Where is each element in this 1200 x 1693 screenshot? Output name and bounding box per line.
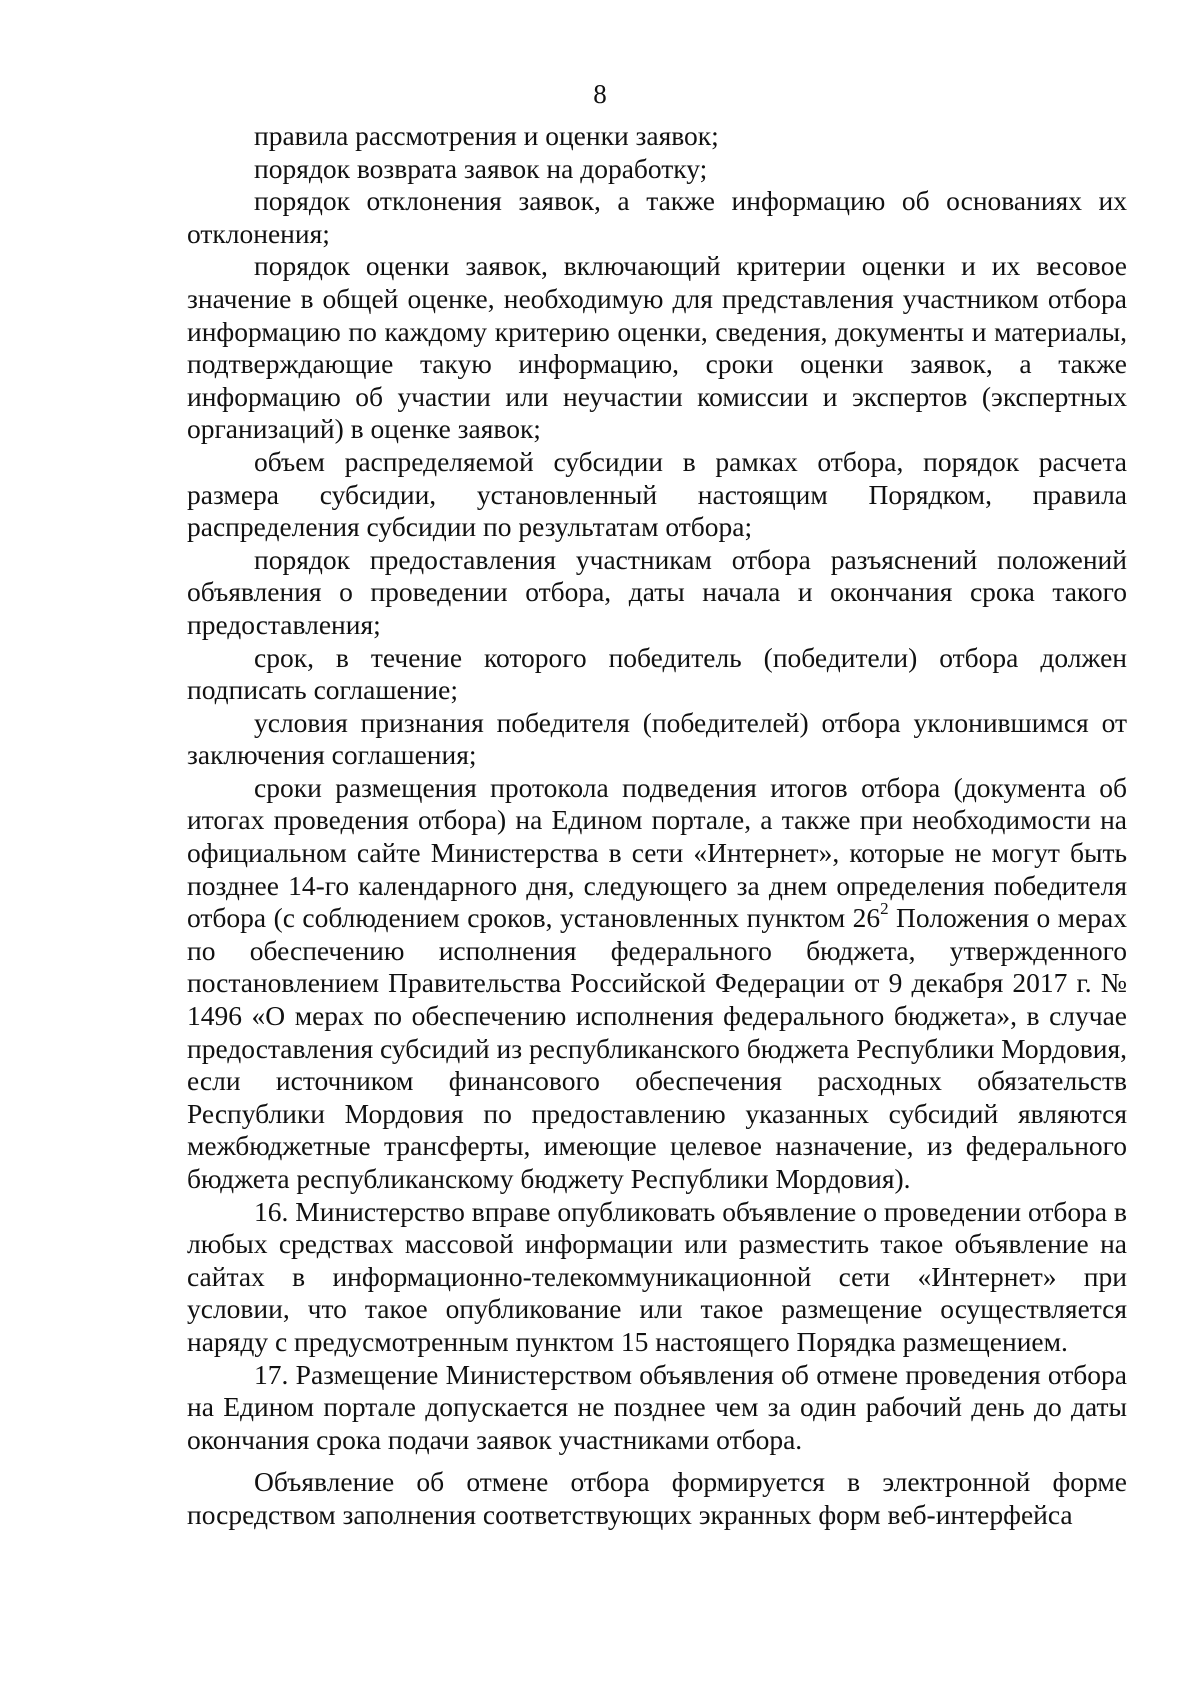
paragraph-evasion-conditions: условия признания победителя (победителей) отбора уклонившимся от заключения соглашения; — [187, 706, 1127, 771]
paragraph-protocol-deadlines — [187, 772, 1127, 1196]
paragraph-item-17: 17. Размещение Министерством объявления об отмене проведения отбора на Едином портале допускается не позднее чем за один рабочий день до даты окончания срока подачи заявок участниками отбора. — [187, 1358, 1127, 1455]
protocol-text-part-1: сроки размещения протокола подведения итогов отбора (документа об итогах проведения отбора) на Едином портале, а также при необходимости на официальном сайте Министерства в сети «Интернет», которые не могут быть позднее 14-го календарного дня, следующего за днем определения победителя отбора (с соблюдением сроков, установленных пунктом 26 — [187, 771, 1127, 934]
paragraph-item-16: 16. Министерство вправе опубликовать объявление о проведении отбора в любых средствах массовой информации или разместить такое объявление на сайтах в информационно-телекоммуникационной сети «Интернет» при условии, что такое опубликование или такое размещение осуществляется наряду с предусмотренным пунктом 15 настоящего Порядка размещением. — [187, 1195, 1127, 1357]
paragraph-subsidy-volume: объем распределяемой субсидии в рамках отбора, порядок расчета размера субсидии, установленный настоящим Порядком, правила распределения субсидии по результатам отбора; — [187, 445, 1127, 543]
document-body — [187, 120, 1127, 1532]
paragraph-review-rules: правила рассмотрения и оценки заявок; — [254, 120, 719, 151]
paragraph-clarifications: порядок предоставления участникам отбора разъяснений положений объявления о проведении отбора, даты начала и окончания срока такого предоставления; — [187, 543, 1127, 640]
paragraph-cancellation-form: Объявление об отмене отбора формируется в электронной форме посредством заполнения соответствующих экранных форм веб-интерфейса — [187, 1466, 1127, 1530]
superscript-2: 2 — [880, 899, 889, 919]
paragraph-signing-term: срок, в течение которого победитель (победители) отбора должен подписать соглашение; — [187, 641, 1127, 706]
paragraph-rejection-procedure: порядок отклонения заявок, а также информацию об основаниях их отклонения; — [187, 185, 1127, 249]
paragraph-evaluation-procedure: порядок оценки заявок, включающий критерии оценки и их весовое значение в общей оценке, необходимую для представления участником отбора информацию по каждому критерию оценки, сведения, документы и материалы, подтверждающие такую информацию, сроки оценки заявок, а также информацию об участии или неучастии комиссии и экспертов (экспертных организаций) в оценке заявок; — [187, 250, 1127, 445]
paragraph-return-procedure: порядок возврата заявок на доработку; — [254, 152, 708, 184]
protocol-text-part-2: Положения о мерах по обеспечению исполнения федерального бюджета, утвержденного постановлением Правительства Российской Федерации от 9 декабря 2017 г. № 1496 «О мерах по обеспечению исполнения федерального бюджета», в случае предоставления субсидий из республиканского бюджета Республики Мордовия, если источником финансового обеспечения расходных обязательств Республики Мордовия по предоставлению указанных субсидий являются межбюджетные трансферты, имеющие целевое назначение, из федерального бюджета республиканскому бюджету Республики Мордовия). — [187, 902, 1127, 1194]
page-number: 8 — [593, 79, 607, 109]
